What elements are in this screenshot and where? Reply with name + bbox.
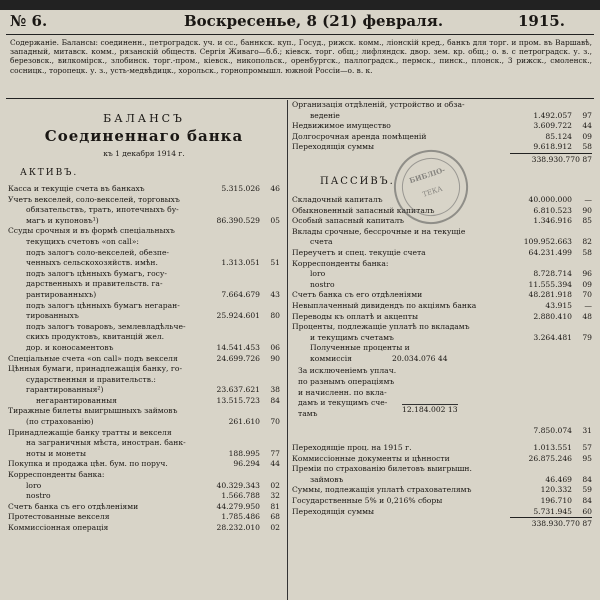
passive-cont-row [292,507,592,518]
active-cont-kopecks: 58 [582,142,592,152]
header-rule [6,34,594,35]
passive-cont-row [292,443,592,454]
active-row [8,195,280,206]
active-row [8,290,280,301]
contents-rule [6,98,594,99]
active-kopecks: 05 [270,215,280,225]
active-total-value: 338.930.770 87 [510,153,592,166]
active-cont-label: Организацiя отдѣленiй, устройство и обза- [292,100,465,109]
passive-cont-row [292,496,592,507]
active-label: ченныхъ сельскохозяйств. имѣн. [26,258,158,268]
active-cont-row [292,121,592,132]
passive-kopecks: 90 [582,205,592,215]
active-row [8,428,280,439]
passive-cont-amount: 196.710 [540,496,572,506]
passive-kopecks [572,343,592,354]
active-kopecks: 90 [270,353,280,363]
active-row [8,417,280,428]
active-label: ноты и монеты [26,448,87,458]
active-row [8,301,280,312]
passive-cont-label: Переходящiе проц. на 1915 г. [292,443,412,453]
active-row [8,226,280,237]
passive-amount: 48.281.918 [528,290,572,300]
passive-row [292,312,592,323]
passive-label: Счетъ банка съ его отдѣленiями [292,290,423,300]
active-row [8,523,280,534]
passive-cont-kopecks: 84 [582,496,592,506]
passive-amount: 8.728.714 [533,269,572,279]
active-label: сударственныя и правительств.: [26,374,156,384]
passive-row [292,280,592,291]
passive-cont-amount: 46.469 [545,474,572,484]
active-row [8,205,280,216]
active-row [8,354,280,365]
passive-label: Складочный капиталъ [292,194,383,204]
passive-kopecks: 70 [582,290,592,300]
passive-row [292,237,592,248]
active-cont-amount: 3.609.722 [533,121,572,131]
active-label: тированныхъ [26,311,79,321]
active-label: рантированныхъ) [26,289,97,299]
passive-amount: 11.555.394 [528,279,572,289]
active-cont-label: Долгосрочная аренда помѣщенiй [292,131,427,141]
active-row [8,364,280,375]
active-label: подъ залогъ соло-векселей, обезпе- [26,247,169,257]
deduction-line: дамъ и текущимъ сче- [298,398,388,408]
active-row [8,279,280,290]
active-cont-kopecks: 09 [582,131,592,141]
passive-label: Вклады срочные, бессрочные и на текущiе [292,226,466,236]
passive-amount: 109.952.663 [523,237,572,247]
passive-cont-kopecks: 57 [582,443,592,453]
passive-cont-label: Переходящiя суммы [292,506,375,516]
active-label: на заграничныя мѣста, иностран. банк- [26,438,186,448]
passive-label: коммиссiя [310,353,352,363]
active-label: Учетъ векселей, соло-векселей, торговыхъ [8,194,180,204]
active-amount: 86.390.529 [216,215,260,225]
active-amount: 188.995 [228,448,260,458]
active-row [8,184,280,195]
active-amount [200,248,260,259]
active-kopecks: 02 [270,523,280,532]
passive-amount [510,227,572,238]
passive-kopecks: — [584,194,592,204]
passive-amount: 3.264.481 [533,332,572,342]
passive-label: nostro [310,279,335,289]
active-row [8,470,280,481]
passive-row [292,301,592,312]
active-kopecks [260,406,280,417]
active-label: магъ и купоновъ¹) [26,215,99,225]
active-kopecks [260,470,280,481]
active-row [8,216,280,227]
active-label: Покупка и продажа цѣн. бум. по поруч. [8,459,168,469]
passive-cont-row [292,475,592,486]
passive-row [292,269,592,280]
active-cont-amount: 1.492.057 [533,110,572,120]
passive-cont-amount: 1.013.551 [533,443,572,453]
passive-total [292,517,592,530]
active-amount: 44.279.950 [216,501,260,511]
passive-heading: ПАССИВЪ. [320,175,395,187]
active-kopecks [260,438,280,449]
passive-label: Полученные проценты и [310,343,410,353]
active-kopecks: 51 [270,258,280,268]
active-label: Коммиссiонная операцiя [8,523,109,532]
active-label: nostro [26,491,51,501]
active-cont-label: Переходящiя суммы [292,142,375,152]
active-kopecks [260,269,280,280]
passive-label: Переводы къ оплатѣ и акцепты [292,311,419,321]
active-row [8,512,280,523]
passive-amount: 2.880.410 [533,311,572,321]
active-label: loro [26,480,42,490]
deduction-line: тамъ [298,408,318,418]
active-amount [200,205,260,216]
active-row [8,375,280,386]
active-kopecks [260,301,280,312]
active-row [8,481,280,492]
passive-cont-row [292,454,592,465]
active-amount [200,279,260,290]
active-amount [200,470,260,481]
active-amount [200,364,260,375]
active-label: дор. и коносаментовъ [26,342,114,352]
active-kopecks: 81 [270,501,280,511]
active-cont-kopecks: 97 [582,110,592,120]
passive-cont-amount [510,464,572,475]
passive-label: Особый запасный капиталъ [292,216,405,226]
passive-amount: 6.810.523 [533,205,572,215]
passive-kopecks: 82 [582,237,592,247]
deduction-amount: 12.184.002 13 [402,405,458,415]
passive-cont-kopecks [572,464,592,475]
active-label: Цѣнныя бумаги, принадлежащiя банку, го- [8,364,183,374]
active-amount: 24.699.726 [216,353,260,363]
active-amount: 14.541.453 [216,342,260,352]
passive-label: Невыплаченный дивидендъ по акцiямъ банка [292,300,477,310]
passive-cont-label: займовъ [310,474,344,484]
active-heading: АКТИВЪ. [20,168,79,178]
net-interest-row [292,426,592,437]
active-label: гарантированныя²) [26,385,104,395]
active-row [8,502,280,513]
passive-row [292,259,592,270]
active-label: Ссуды срочныя и въ формѣ спецiальныхъ [8,226,175,236]
passive-cont-kopecks: 84 [582,474,592,484]
active-kopecks [260,226,280,237]
page-header [6,12,594,34]
active-cont-amount: 85.124 [545,131,572,141]
table-of-contents: Содержаніе. Балансы: соединенн., петроградск. уч. и сс., баннкск. куп., Госуд., рижск. комм., лiонскiй кред., банкъ для торг. и пром. въ Варшавѣ, западный, митавск. комм., рязанскiй обществ. Сергiя Живаго—б.б.; кiевск. торг. общ.; лифляндск. двор. зем. кр. общ.; о. в. с петроградск. у. з., березовск., вилкомiрск., злобинск. торг.-пром., кiевск., никопольск., оренбургск., паллоградск., пермск., пинск., плонск., 3 рижск., смоленск., сосницк., торопецк. у. з., усть-медвѣдицк., хорольск., горнопромышл. южной Россiи—о. в. к. [10,38,592,75]
passive-kopecks: — [584,300,592,310]
active-row [8,406,280,417]
passive-cont-label: Суммы, подлежащiя уплатѣ страхователямъ [292,485,472,495]
active-kopecks: 44 [270,459,280,469]
passive-kopecks [572,354,592,365]
active-row [8,449,280,460]
active-amount [200,195,260,206]
active-kopecks [260,195,280,206]
active-row [8,237,280,248]
active-label: негарантированныя [36,395,117,405]
active-row [8,311,280,322]
passive-row [292,290,592,301]
active-label: дарственныхъ и правительств. га- [26,279,163,289]
active-label: Счетъ банка съ его отдѣленiями [8,501,139,511]
passive-table-continued [292,443,592,517]
active-label: Тиражные билеты выигрышныхъ займовъ [8,406,178,416]
active-label: подъ залогъ товаровъ, землевладѣльче- [26,321,186,331]
passive-amount: 64.231.499 [528,247,572,257]
passive-label: Проценты, подлежащiе уплатѣ по вкладамъ [292,322,470,332]
top-border [0,0,600,10]
active-label: скихъ продуктовъ, квитанцiй жел. [26,332,165,342]
active-cont-row [292,132,592,143]
active-label: текущихъ счетовъ «on call»: [26,236,139,246]
active-row [8,459,280,470]
passive-kopecks: 09 [582,279,592,289]
active-row [8,332,280,343]
passive-label: счета [310,237,333,247]
passive-cont-row [292,464,592,475]
passive-cont-row [292,485,592,496]
active-kopecks [260,375,280,386]
active-kopecks: 06 [270,342,280,352]
passive-label: Корреспонденты банка: [292,258,389,268]
passive-label: Обыкновенный запасный капиталъ [292,205,435,215]
passive-kopecks: 96 [582,269,592,279]
active-cont-row [292,111,592,122]
passive-cont-label: Государственные 5% и 0,216% сборы [292,496,443,506]
passive-amount [510,354,572,365]
active-amount [200,237,260,248]
active-amount: 7.664.679 [221,289,260,299]
active-amount [200,375,260,386]
passive-kopecks: 58 [582,247,592,257]
passive-amount: 43.915 [545,300,572,310]
active-cont-label: Недвижимое имущество [292,121,391,131]
active-amount: 261.610 [228,417,260,427]
passive-cont-amount: 26.875.246 [528,453,572,463]
active-row [8,438,280,449]
stamp-text-2: ТЕКА [421,184,444,199]
active-cont-amount: 9.618.912 [533,142,572,152]
active-kopecks [260,322,280,333]
passive-cont-label: Коммиссiонные документы и цѣнности [292,453,450,463]
active-amount [200,438,260,449]
active-kopecks [260,205,280,216]
column-divider [287,100,288,600]
active-amount: 13.515.723 [216,395,260,405]
active-kopecks: 38 [270,385,280,395]
passive-kopecks: 85 [582,216,592,226]
active-kopecks [260,237,280,248]
balance-date: къ 1 декабря 1914 г. [103,149,185,158]
active-amount: 23.637.621 [216,385,260,395]
active-amount: 1.313.051 [221,258,260,268]
passive-kopecks: 79 [582,332,592,342]
active-continued-table [292,100,592,153]
active-amount: 5.315.026 [221,184,260,193]
passive-cont-label: Премiи по страхованiю билетовъ выигрышн. [292,464,472,474]
passive-label: Переучетъ и спец. текущiе счета [292,247,426,257]
passive-amount: 40.000.000 [528,194,572,204]
passive-cont-kopecks: 59 [582,485,592,495]
passive-label: loro [310,269,326,279]
active-kopecks: 77 [270,448,280,458]
active-cont-amount [510,100,572,111]
active-amount: 1.566.788 [221,491,260,501]
active-kopecks: 02 [270,480,280,490]
passive-amount [510,322,572,333]
active-row [8,322,280,333]
passive-label: и текущимъ счетамъ [310,332,394,342]
active-cont-kopecks: 44 [582,121,592,131]
active-row [8,396,280,407]
active-amount [200,428,260,439]
active-amount [200,332,260,343]
active-amount: 25.924.601 [216,311,260,321]
balance-heading: БАЛАНСЪ [103,112,185,125]
active-kopecks: 70 [270,417,280,427]
active-row [8,248,280,259]
active-label: Корреспонденты банка: [8,470,105,480]
passive-kopecks [572,259,592,270]
active-kopecks: 32 [270,491,280,501]
active-amount: 40.329.343 [216,480,260,490]
issue-number: № 6. [10,12,48,30]
active-kopecks [260,248,280,259]
active-amount: 96.294 [233,459,260,469]
active-cont-row [292,100,592,111]
active-kopecks [260,364,280,375]
deduction-line: За исключенiемъ уплач. [298,366,397,376]
passive-kopecks [572,227,592,238]
passive-amount [510,343,572,354]
bank-name: Соединеннаго банка [44,127,244,145]
active-label: Касса и текущiе счета въ банкахъ [8,184,145,193]
active-table [8,184,280,534]
active-amount [200,226,260,237]
active-label: Принадлежащiе банку тратты и векселя [8,427,172,437]
passive-total-value: 338.930.770 87 [510,517,592,530]
deduction-line: по разнымъ операцiямъ [298,377,395,387]
passive-cont-kopecks: 95 [582,453,592,463]
passive-amount [510,259,572,270]
issue-year: 1915. [518,12,565,30]
active-label: подъ залогъ цѣнныхъ бумагъ негаран- [26,300,180,310]
passive-row [292,333,592,344]
passive-row [292,227,592,238]
active-amount: 28.232.010 [216,523,260,532]
passive-cont-amount: 5.731.945 [533,506,572,516]
net-interest-amount: 7.850.074 [533,426,572,436]
active-label: подъ залогъ цѣнныхъ бумагъ, госу- [26,268,167,278]
active-cont-kopecks [572,100,592,111]
active-label: обязательствъ, тратъ, ипотечныхъ бу- [26,205,179,215]
active-kopecks: 43 [270,289,280,299]
active-kopecks: 80 [270,311,280,321]
stamp-text-1: БИБЛIО- [408,165,447,186]
active-kopecks: 46 [270,184,280,193]
issue-date: Воскресенье, 8 (21) февраля. [184,12,444,30]
active-label: Спецiальные счета «on call» подъ векселя [8,353,178,363]
active-row [8,491,280,502]
net-interest-kop: 31 [582,426,592,436]
active-amount: 1.785.486 [221,512,260,522]
passive-kopecks: 48 [582,311,592,321]
passive-cont-kopecks: 60 [582,506,592,516]
active-label: Протестованные векселя [8,512,110,522]
passive-row [292,248,592,259]
passive-cont-amount: 120.332 [540,485,572,495]
active-row [8,343,280,354]
active-cont-label: веденiе [310,110,340,120]
active-kopecks: 84 [270,395,280,405]
passive-row [292,343,592,354]
active-amount [200,322,260,333]
deduction-line: и начисленн. по вкла- [298,387,387,397]
active-row [8,385,280,396]
passive-amount: 1.346.916 [533,216,572,226]
active-kopecks: 68 [270,512,280,522]
left-column [8,100,280,534]
active-row [8,258,280,269]
interest-received-amount: 20.034.076 44 [392,354,448,364]
active-kopecks [260,279,280,290]
passive-kopecks [572,322,592,333]
active-label: (по страхованiю) [26,417,94,427]
active-amount [200,406,260,417]
active-row [8,269,280,280]
active-kopecks [260,428,280,439]
active-kopecks [260,332,280,343]
passive-row [292,322,592,333]
active-amount [200,301,260,312]
active-amount [200,269,260,280]
